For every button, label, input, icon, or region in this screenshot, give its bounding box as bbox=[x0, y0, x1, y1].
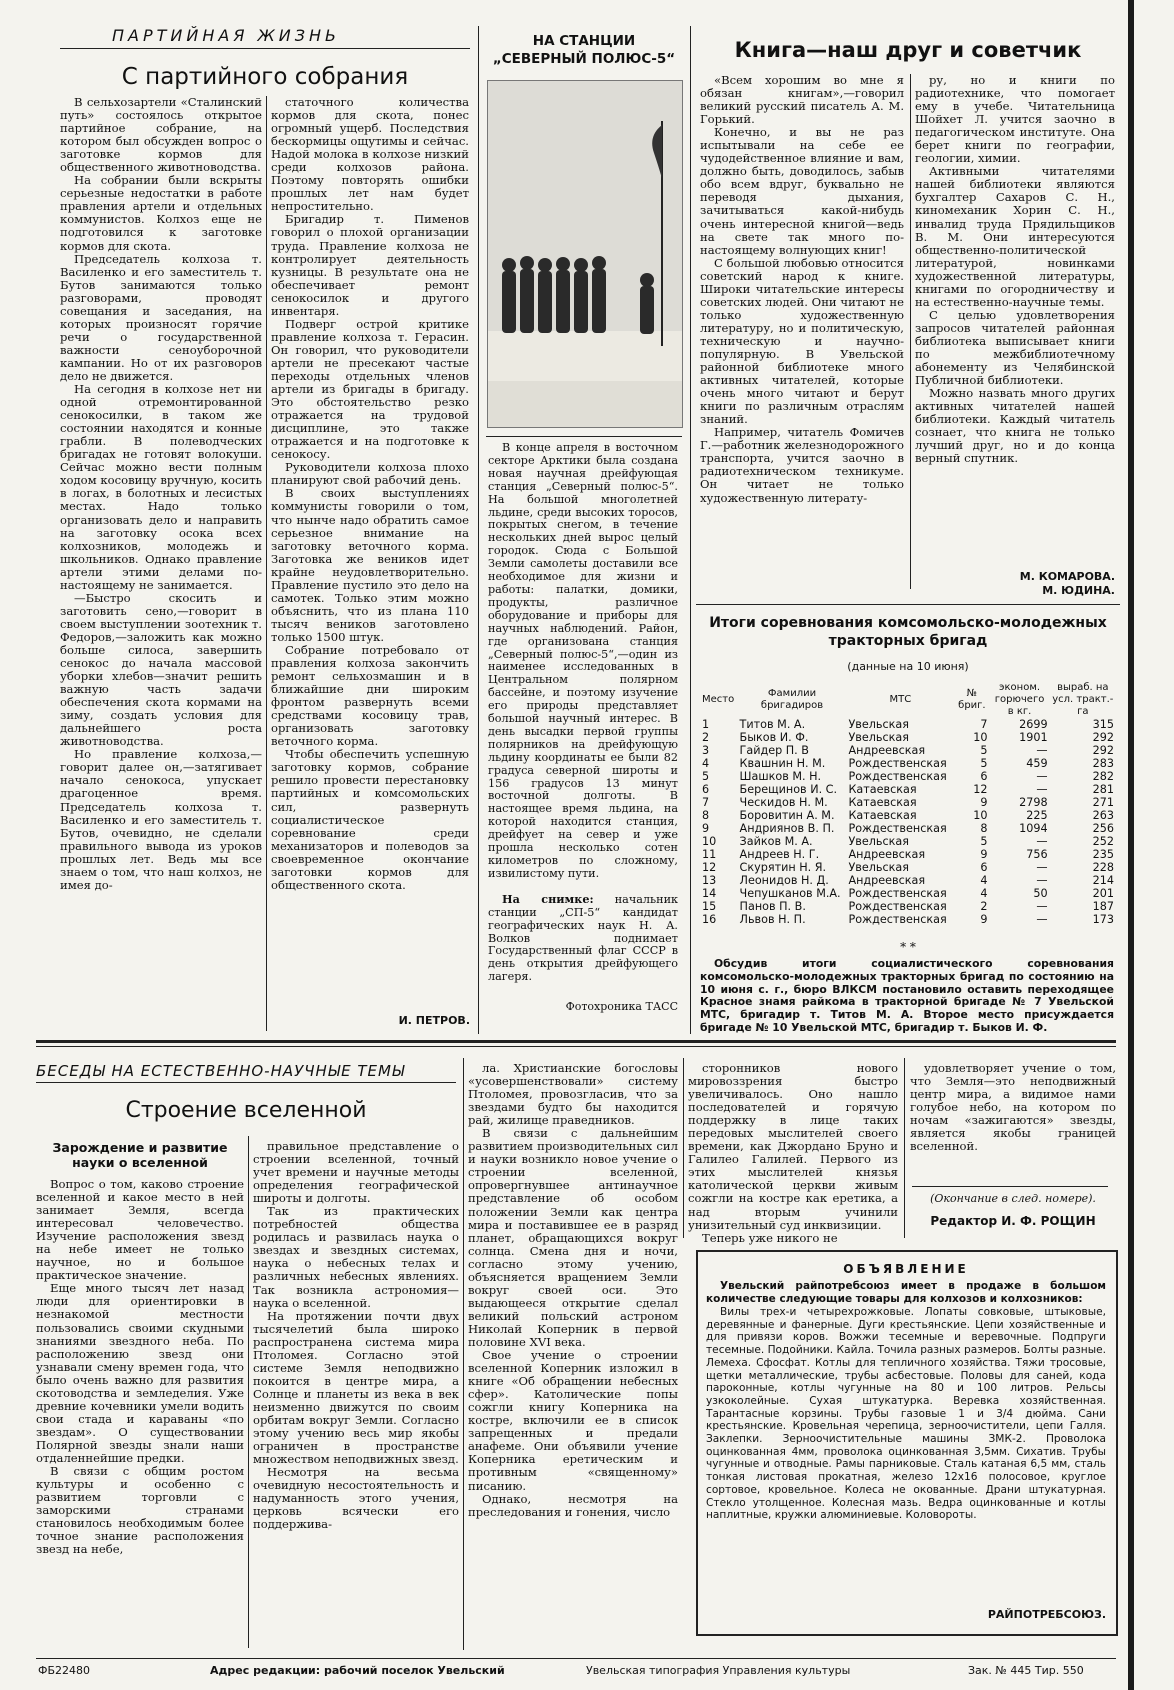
article-universe-col1 bbox=[36, 1178, 244, 1650]
paragraph: Конечно, и вы не раз испытывали на себе ее чудодейственное влияние и вам, должно быть, доводилось, забыв обо всем вдруг, буквально не переводя дыхания, зачитываться какой-нибудь очень интересной книгой—ведь на свете так много по-настоящему волнующих книг! bbox=[700, 125, 904, 257]
article-book-col2 bbox=[915, 74, 1115, 564]
column-rule bbox=[690, 26, 691, 1034]
cell-place: 10 bbox=[702, 835, 717, 848]
cell-output: 252 bbox=[1092, 835, 1114, 848]
header-brigade-no: № бриг. bbox=[958, 688, 986, 711]
cell-output: 228 bbox=[1092, 861, 1114, 874]
cell-brigade-no: 5 bbox=[980, 835, 988, 848]
stars-divider: * * bbox=[900, 940, 916, 954]
photo-caption bbox=[488, 893, 678, 984]
paragraph: Бригадир т. Пименов говорил о плохой организации труда. Правление колхоза не контролирует деятельность кузницы. В результате она не обеспечивает ремонт сенокосилок и другого инвентаря. bbox=[271, 212, 469, 318]
cell-fuel: — bbox=[1036, 744, 1048, 757]
cell-brigade-no: 10 bbox=[973, 731, 988, 744]
station-title-line1: НА СТАНЦИИ bbox=[532, 33, 636, 49]
cell-output: 173 bbox=[1092, 913, 1114, 926]
cell-mts: Катаевская bbox=[848, 809, 917, 822]
paragraph: Так из практических потребностей общества родилась и развилась наука о звездах и звездных системах, наука о небесных телах и различных небесных явлениях. Так возникла астрономия—наука о вселенной. bbox=[253, 1204, 459, 1310]
column-rule bbox=[478, 26, 479, 1034]
paragraph: ла. Христианские богословы «усовершенствовали» систему Птоломея, провозгласив, что за звездами будто бы находится рай, жилище праведников. bbox=[468, 1061, 678, 1128]
table-row bbox=[700, 887, 1116, 900]
cell-place: 9 bbox=[702, 822, 710, 835]
cell-mts: Рождественская bbox=[848, 757, 947, 770]
cell-output: 292 bbox=[1092, 744, 1114, 757]
paragraph: Вилы трех-и четырехрожковые. Лопаты совковые, штыковые, деревянные и фанерные. Дуги крестьянские. Цепи хозяйственные и для привязи коров. Вожжи тесемные и веревочные. Подпруги тесемные. Подойники. Кайла. Точила разных размеров. Болты разные. Лемеха. Сфосфат. Котлы для тепличного хозяйства. Тяжи тросовые, щетки металлические, трубы асбестовые. Половы для саней, кода пароконные, котлы чугунные на 80 и 100 литров. Рельсы узкоколейные. Сухая штукатурка. Веревка хозяйственная. Тарантасные корзины. Трубы газовые 1 и 3/4 дюйма. Сани крестьянские. Кровельная черепица, зерноочистители, цепи Галля. Заклепки. Зерноочистительные машины ЗМК-2. Проволока оцинкованная 4мм, проволока оцинкованная 3,5мм. Сихатив. Трубы чугунные и отводные. Рамы парниковые. Сталь катаная 6,5 мм, сталь тонкая листовая прокатная, железо 12х16 полосовое, круглое сортовое, кровельное. Колеса не окованные. Драни штукатурная. Стекло утолщенное. Колесная мазь. Ведра оцинкованные и котлы наплитные, кружки алюминиевые. Коловороты. bbox=[706, 1306, 1106, 1522]
cell-place: 13 bbox=[702, 874, 717, 887]
cell-output: 214 bbox=[1092, 874, 1114, 887]
cell-mts: Увельская bbox=[848, 835, 910, 848]
article-universe-col4 bbox=[688, 1061, 898, 1245]
cell-place: 14 bbox=[702, 887, 717, 900]
station-title-line2: „СЕВЕРНЫЙ ПОЛЮС-5“ bbox=[492, 51, 676, 67]
table-row bbox=[700, 783, 1116, 796]
ad-body bbox=[706, 1306, 1106, 1600]
column-rule bbox=[910, 74, 911, 589]
photo-flag-raising bbox=[487, 80, 683, 428]
column-rule bbox=[248, 1136, 249, 1648]
cell-place: 15 bbox=[702, 900, 717, 913]
cell-place: 2 bbox=[702, 731, 710, 744]
paragraph: Председатель колхоза т. Василенко и его заместитель т. Бутов занимаются только разговорами, проводят совещания и заседания, на которых произносят горячие речи о государственной важности сеноуборочной кампании. Но от их разговоров дело не движется. bbox=[60, 251, 262, 383]
paragraph: На собрании были вскрыты серьезные недостатки в работе правления артели и отдельных коммунистов. Колхоз еще не подготовился к заготовке кормов для скота. bbox=[60, 173, 262, 253]
cell-brigade-no: 6 bbox=[980, 861, 988, 874]
table-row bbox=[700, 757, 1116, 770]
paragraph: В связи с общим ростом культуры и особенно с развитием торговли с заморскими странами становилось необходимым более точное знание расположения звезд на небе, bbox=[36, 1464, 244, 1557]
cell-brigade-no: 2 bbox=[980, 900, 988, 913]
book-signatures bbox=[915, 570, 1115, 598]
cell-mts: Увельская bbox=[848, 731, 910, 744]
photo-credit: Фотохроника ТАСС bbox=[565, 1000, 678, 1013]
header-output: выраб. на усл. тракт.-га bbox=[1052, 682, 1114, 717]
cell-brigadier: Скурятин Н. Я. bbox=[739, 861, 827, 874]
rubric-rule bbox=[36, 1082, 456, 1083]
cell-output: 281 bbox=[1092, 783, 1114, 796]
header-brigadier: Фамилии бригадиров bbox=[760, 688, 824, 711]
continued-note: (Окончание в след. номере). bbox=[930, 1192, 1096, 1205]
paragraph: В конце апреля в восточном секторе Арктики была создана новая научная дрейфующая станция „Северный полюс-5“. На большой многолетней льдине, среди высоких торосов, покрытых снегом, в течение нескольких дней вырос целый городок. Сюда с Большой Земли самолеты доставили все необходимое для жизни и работы: палатки, домики, продукты, различное оборудование и приборы для научных наблюдений. Район, где организована станция „Северный полюс-5“,—один из наименее исследованных в Центральном полярном бассейне, и поэтому изучение его природы представляет большой научный интерес. В день высадки первой группы полярников на дрейфующую льдину координаты ее были 82 градуса северной широты и 156 градусов 13 минут восточной долготы. В настоящее время льдина, на которой находится станция, дрейфует на север и уже прошла несколько сотен километров по сложному, извилистому пути. bbox=[488, 441, 678, 880]
cell-place: 4 bbox=[702, 757, 710, 770]
cell-fuel: — bbox=[1036, 783, 1048, 796]
paragraph: Подверг острой критике правление колхоза т. Герасин. Он говорил, что руководители артели не пресекают частые переходы отдельных членов артели из бригады в бригаду. Это обстоятельство резко отражается на трудовой дисциплине, это также отражается и на подготовке к сенокосу. bbox=[271, 316, 469, 462]
paragraph: Свое учение о строении вселенной Коперник изложил в книге «Об обращении небесных сфер». Католические попы сожгли книгу Коперника на костре, включили ее в список запрещенных и предали анафеме. Они объявили учение Коперника еретическим и противным «священному» писанию. bbox=[468, 1348, 678, 1493]
caption-rule bbox=[486, 436, 682, 437]
table-row bbox=[700, 874, 1116, 887]
cell-fuel: 1901 bbox=[1019, 731, 1048, 744]
cell-brigade-no: 12 bbox=[973, 783, 988, 796]
cell-place: 11 bbox=[702, 848, 717, 861]
cell-place: 1 bbox=[702, 718, 710, 731]
paragraph: сторонников нового мировоззрения быстро увеличивалось. Оно нашло последователей и горячую поддержку в лице таких передовых мыслителей своего времени, как Джордано Бруно и Галилео Галилей. Первого из этих мыслителей князья католической церкви живым сожгли на костре как еретика, а над вторым учинили унизительный суд инквизиции. bbox=[688, 1061, 898, 1232]
results-note bbox=[700, 958, 1114, 1034]
paragraph: Однако, несмотря на преследования и гонения, число bbox=[468, 1491, 678, 1519]
section-rubric-science: БЕСЕДЫ НА ЕСТЕСТВЕННО-НАУЧНЫЕ ТЕМЫ bbox=[36, 1062, 406, 1080]
paragraph: Можно назвать много других активных читателей нашей библиотеки. Каждый читатель сознает, что книга не только лучший друг, но и до конца верный спутник. bbox=[915, 386, 1115, 466]
cell-mts: Рождественская bbox=[848, 822, 947, 835]
paragraph: Чтобы обеспечить успешную заготовку кормов, собрание решило провести перестановку партийных и комсомольских сил, развернуть социалистическое соревнование среди механизаторов и полеводов за своевременное окончание заготовки кормов для общественного скота. bbox=[271, 747, 469, 892]
cell-brigade-no: 4 bbox=[980, 874, 988, 887]
cell-fuel: — bbox=[1036, 835, 1048, 848]
cell-mts: Катаевская bbox=[848, 783, 917, 796]
paragraph: удовлетворяет учение о том, что Земля—это неподвижный центр мира, а видимое нами голубое небо, на котором по ночам «зажигаются» звезды, является якобы границей вселенной. bbox=[910, 1061, 1116, 1154]
cell-place: 6 bbox=[702, 783, 710, 796]
cell-mts: Рождественская bbox=[848, 900, 947, 913]
cell-brigade-no: 4 bbox=[980, 887, 988, 900]
cell-brigadier: Квашнин Н. М. bbox=[739, 757, 826, 770]
cell-fuel: — bbox=[1036, 913, 1048, 926]
article-title-book: Книга—наш друг и советчик bbox=[734, 38, 1082, 62]
article-title-party: С партийного собрания bbox=[121, 64, 409, 90]
page-divider-thin bbox=[36, 1046, 1116, 1047]
paragraph: —Быстро скосить и заготовить сено,—говорит в своем выступлении зоотехник т. Федоров,—заложить как можно больше силоса, завершить сенокос до начала массовой уборки хлебов—значит решить важную часть задачи обеспечения скота кормами на зиму, создать условия для дальнейшего роста животноводства. bbox=[60, 590, 262, 749]
paragraph: На протяжении почти двух тысячелетий была широко распространена система мира Птоломея. Согласно этой системе Земля неподвижно покоится в центре мира, а Солнце и планеты из века в век неизменно движутся по своим орбитам вокруг Земли. Согласно этому учению весь мир якобы ограничен в пространстве множеством неподвижных звезд. bbox=[253, 1308, 459, 1467]
paragraph: Обсудив итоги социалистического соревнования комсомольско-молодежных тракторных бригад по состоянию на 10 июня с. г., бюро ВЛКСМ постановило оставить переходящее Красное знамя райкома в тракторной бригаде № 7 Увельской МТС, бригадир т. Титов М. А. Второе место присуждается бригаде № 10 Увельской МТС, бригадир т. Быков И. Ф. bbox=[700, 957, 1114, 1034]
cell-fuel: 1094 bbox=[1019, 822, 1048, 835]
table-row bbox=[700, 822, 1116, 835]
editor-line: Редактор И. Ф. РОЩИН bbox=[930, 1214, 1096, 1228]
cell-brigadier: Берещинов И. С. bbox=[739, 783, 838, 796]
cell-fuel: — bbox=[1036, 770, 1048, 783]
article-universe-col3 bbox=[468, 1062, 678, 1652]
signature-petrov: И. ПЕТРОВ. bbox=[398, 1014, 470, 1027]
results-subtitle: (данные на 10 июня) bbox=[847, 660, 969, 673]
paragraph: С большой любовью относится советский народ к книге. Широки читательские интересы советских людей. Они читают не только художественную литературу, но и политическую, техническую и научно-популярную. В Увельской районной библиотеке много активных читателей, которые очень много читают и берут книги по различным отраслям знаний. bbox=[700, 255, 904, 427]
scan-edge bbox=[1128, 0, 1134, 1690]
table-row bbox=[700, 913, 1116, 926]
cell-fuel: 2699 bbox=[1019, 718, 1048, 731]
cell-brigade-no: 10 bbox=[973, 809, 988, 822]
paragraph: Но правление колхоза,—говорит далее он,—затягивает начало сенокоса, упускает драгоценное время. Председатель колхоза т. Василенко и его заместитель т. Бутов, очевидно, не сделали правильного вывода из уроков прошлых лет. Ведь мы все знаем о том, что наш колхоз, не имея до- bbox=[60, 747, 262, 892]
column-rule bbox=[683, 1058, 684, 1238]
page-divider bbox=[36, 1040, 1116, 1043]
cell-output: 282 bbox=[1092, 770, 1114, 783]
cell-brigade-no: 9 bbox=[980, 796, 988, 809]
caption-label: На снимке: bbox=[502, 891, 594, 906]
paragraph: «Всем хорошим во мне я обязан книгам»,—говорил великий русский писатель А. М. Горький. bbox=[700, 73, 904, 127]
cell-brigadier: Ческидов Н. М. bbox=[739, 796, 828, 809]
cell-place: 5 bbox=[702, 770, 710, 783]
cell-output: 201 bbox=[1092, 887, 1114, 900]
cell-brigadier: Гайдер П. В bbox=[739, 744, 809, 757]
column-rule bbox=[266, 96, 267, 1031]
results-title-line2: тракторных бригад bbox=[828, 633, 988, 649]
cell-fuel: — bbox=[1036, 861, 1048, 874]
paragraph: Несмотря на весьма очевидную несостоятельность и надуманность этого учения, церковь всячески его поддержива- bbox=[253, 1465, 459, 1532]
cell-output: 271 bbox=[1092, 796, 1114, 809]
table-row bbox=[700, 796, 1116, 809]
cell-brigade-no: 5 bbox=[980, 757, 988, 770]
cell-fuel: — bbox=[1036, 900, 1048, 913]
cell-mts: Андреевская bbox=[848, 744, 926, 757]
article-universe-col2 bbox=[253, 1140, 459, 1652]
section-rule bbox=[696, 604, 1120, 605]
table-row bbox=[700, 770, 1116, 783]
table-row bbox=[700, 744, 1116, 757]
paragraph: Вопрос о том, каково строение вселенной и какое место в ней занимает Земля, всегда интересовал человечество. Изучение расположения звезд на небе имеет не только научное, но и большое практическое значение. bbox=[36, 1177, 244, 1283]
cell-place: 8 bbox=[702, 809, 710, 822]
paragraph: ру, но и книги по радиотехнике, что помогает ему в учебе. Читательница Шойхет Л. учится заочно в педагогическом институте. Она берет книги по географии, геологии, химии. bbox=[915, 73, 1115, 166]
cell-output: 263 bbox=[1092, 809, 1114, 822]
cell-brigadier: Львов Н. П. bbox=[739, 913, 806, 926]
column-rule bbox=[904, 1058, 905, 1238]
article-book-col1 bbox=[700, 74, 904, 604]
cell-brigadier: Панов П. В. bbox=[739, 900, 806, 913]
cell-brigade-no: 9 bbox=[980, 848, 988, 861]
footer-printer: Увельская типография Управления культуры bbox=[586, 1664, 851, 1677]
cell-place: 3 bbox=[702, 744, 710, 757]
paragraph: Собрание потребовало от правления колхоза закончить ремонт сельхозмашин и в ближайшие дни широким фронтом развернуть всеми средствами косовицу трав, организовать заготовку веточного корма. bbox=[271, 642, 469, 749]
cell-brigadier: Андреев Н. Г. bbox=[739, 848, 820, 861]
paragraph: Активными читателями нашей библиотеки являются бухгалтер Сахаров С. Н., киномеханик Хорин С. Н., инвалид труда Прядильщиков В. М. Они интересуются общественно-политической литературой, новинками художественной литературы, книгами по огородничеству и на естественно-научные темы. bbox=[915, 164, 1115, 309]
cell-mts: Катаевская bbox=[848, 796, 917, 809]
cell-output: 292 bbox=[1092, 731, 1114, 744]
footer-address: Адрес редакции: рабочий поселок Увельский bbox=[210, 1664, 505, 1677]
cell-output: 235 bbox=[1092, 848, 1114, 861]
header-fuel-saving: эконом. горючего в кг. bbox=[994, 682, 1045, 717]
cell-mts: Рождественская bbox=[848, 770, 947, 783]
cell-brigadier: Андриянов В. П. bbox=[739, 822, 835, 835]
ad-signature: РАЙПОТРЕБСОЮЗ. bbox=[987, 1608, 1106, 1621]
cell-output: 315 bbox=[1092, 718, 1114, 731]
table-row bbox=[700, 718, 1116, 731]
paragraph: В своих выступлениях коммунисты говорили о том, что нынче надо обратить самое серьезное внимание на заготовку веточного корма. Заготовка же веников идет крайне неудовлетворительно. Правление пустило это дело на самотек. Только этим можно объяснить, что из плана 110 тысяч веников заготовлено только 1500 штук. bbox=[271, 486, 469, 644]
header-place: Место bbox=[702, 694, 735, 705]
cell-brigadier: Быков И. Ф. bbox=[739, 731, 809, 744]
cell-fuel: — bbox=[1036, 874, 1048, 887]
cell-fuel: 459 bbox=[1026, 757, 1048, 770]
cell-fuel: 756 bbox=[1026, 848, 1048, 861]
table-row bbox=[700, 835, 1116, 848]
paragraph: Еще много тысяч лет назад люди для ориентировки в незнакомой местности пользовались своими скудными знаниями звездного неба. По расположению звезд они узнавали смену времен года, что было очень важно для развития скотоводства и земледелия. Уже древние кочевники умели водить свои стада и караваны «по звездам». О существовании Полярной звезды знали наши отдаленнейшие предки. bbox=[36, 1281, 244, 1465]
paragraph: Руководители колхоза плохо планируют свой рабочий день. bbox=[271, 460, 469, 488]
signature-komarova: М. КОМАРОВА. bbox=[1019, 570, 1115, 583]
cell-mts: Андреевская bbox=[848, 874, 926, 887]
cell-place: 12 bbox=[702, 861, 717, 874]
section-rubric-party-life: ПАРТИЙНАЯ ЖИЗНЬ bbox=[112, 26, 340, 45]
cell-brigade-no: 8 bbox=[980, 822, 988, 835]
photo-illustration bbox=[488, 81, 682, 427]
footer-code: ФБ22480 bbox=[38, 1664, 91, 1677]
paragraph: Например, читатель Фомичев Г.—работник железнодорожного транспорта, учится заочно в радиотехническом техникуме. Он читает не только художественную литерату- bbox=[700, 425, 904, 505]
cell-mts: Увельская bbox=[848, 718, 910, 731]
cell-fuel: 2798 bbox=[1019, 796, 1048, 809]
paragraph: В связи с дальнейшим развитием производительных сил и науки возникло новое учение о строении вселенной, опровергнувшее антинаучное представление об особом положении Земли как центра мира и поставившее ее в разряд планет, обращающихся вокруг солнца. Смена дня и ночи, согласно этому учению, объясняется вращением Земли вокруг своей оси. Это выдающееся открытие сделал великий польский астроном Николай Коперник в первой половине XVI века. bbox=[468, 1126, 678, 1349]
table-row bbox=[700, 809, 1116, 822]
cell-brigadier: Леонидов Н. Д. bbox=[739, 874, 829, 887]
cell-fuel: 225 bbox=[1026, 809, 1048, 822]
table-row bbox=[700, 848, 1116, 861]
rubric-rule bbox=[60, 48, 470, 49]
cell-brigadier: Чепушканов М.А. bbox=[739, 887, 841, 900]
results-table-body bbox=[700, 718, 1116, 926]
table-row bbox=[700, 861, 1116, 874]
cell-brigade-no: 6 bbox=[980, 770, 988, 783]
table-row bbox=[700, 731, 1116, 744]
cell-brigadier: Титов М. А. bbox=[739, 718, 806, 731]
paragraph: статочного количества кормов для скота, понес огромный ущерб. Последствия бескормицы ощутимы и сейчас. Надой молока в колхозе низкий среди колхозов района. Поэтому повторять ошибки прошлых лет нам будет непростительно. bbox=[271, 95, 469, 214]
cell-place: 16 bbox=[702, 913, 717, 926]
results-title-line1: Итоги соревнования комсомольско-молодежных bbox=[709, 615, 1107, 631]
cell-brigadier: Шашков М. Н. bbox=[739, 770, 822, 783]
table-header-row bbox=[700, 682, 1116, 718]
cell-brigade-no: 5 bbox=[980, 744, 988, 757]
cell-brigadier: Боровитин А. М. bbox=[739, 809, 835, 822]
cell-place: 7 bbox=[702, 796, 710, 809]
cell-output: 187 bbox=[1092, 900, 1114, 913]
cell-brigade-no: 7 bbox=[980, 718, 988, 731]
article-title-universe: Строение вселенной bbox=[125, 1098, 367, 1123]
station-title bbox=[486, 32, 682, 68]
article-universe-col5 bbox=[910, 1062, 1116, 1154]
results-table bbox=[700, 682, 1116, 926]
paragraph: Увельский райпотребсоюз имеет в продаже в большом количестве следующие товары для колхозов и колхозников: bbox=[706, 1280, 1106, 1305]
table-row bbox=[700, 900, 1116, 913]
article-party-col1 bbox=[60, 96, 262, 1026]
cell-mts: Рождественская bbox=[848, 887, 947, 900]
paragraph: Теперь уже никого не bbox=[702, 1230, 838, 1245]
paragraph: На сегодня в колхозе нет ни одной отремонтированной сенокосилки, в таком же состоянии находятся и конные грабли. В полеводческих бригадах не готовят волокуши. Сейчас можно вести полным ходом косовицу вручную, косить в логах, в болотных и лесистых местах. Надо только организовать дело и направить на заготовку осока всех колхозников, молодежь и школьников. Однако правление артели этими делами по-настоящему не занимается. bbox=[60, 382, 262, 592]
ad-title: ОБЪЯВЛЕНИЕ bbox=[843, 1262, 969, 1276]
signature-yudina: М. ЮДИНА. bbox=[1042, 584, 1115, 597]
column-rule bbox=[463, 1058, 464, 1650]
cell-brigadier: Зайков М. А. bbox=[739, 835, 813, 848]
article-subhead-universe: Зарождение и развитие науки о вселенной bbox=[52, 1140, 228, 1170]
results-title bbox=[696, 614, 1120, 650]
continued-rule bbox=[912, 1186, 1108, 1187]
footer-rule bbox=[36, 1658, 1116, 1659]
cell-mts: Увельская bbox=[848, 861, 910, 874]
paragraph: правильное представление о строении вселенной, точный учет времени и научные методы определения географической широты и долготы. bbox=[253, 1139, 459, 1206]
cell-output: 256 bbox=[1092, 822, 1114, 835]
paragraph: В сельхозартели «Сталинский путь» состоялось открытое партийное собрание, на котором был обсужден вопрос о заготовке кормов для общественного животноводства. bbox=[60, 95, 262, 175]
caption-text: начальник станции „СП-5“ кандидат географических наук Н. А. Волков поднимает Государственный флаг СССР в день открытия дрейфующего лагеря. bbox=[488, 892, 679, 984]
paragraph: С целью удовлетворения запросов читателей районная библиотека выписывает книги по межбиблиотечному абонементу из Челябинской Публичной библиотеки. bbox=[915, 307, 1115, 388]
cell-mts: Рождественская bbox=[848, 913, 947, 926]
footer-order: Зак. № 445 Тир. 550 bbox=[968, 1664, 1084, 1677]
header-mts: МТС bbox=[889, 694, 912, 705]
cell-output: 283 bbox=[1092, 757, 1114, 770]
cell-brigade-no: 9 bbox=[980, 913, 988, 926]
article-party-col2 bbox=[271, 96, 469, 1008]
cell-mts: Андреевская bbox=[848, 848, 926, 861]
cell-fuel: 50 bbox=[1033, 887, 1048, 900]
station-text bbox=[488, 441, 679, 984]
